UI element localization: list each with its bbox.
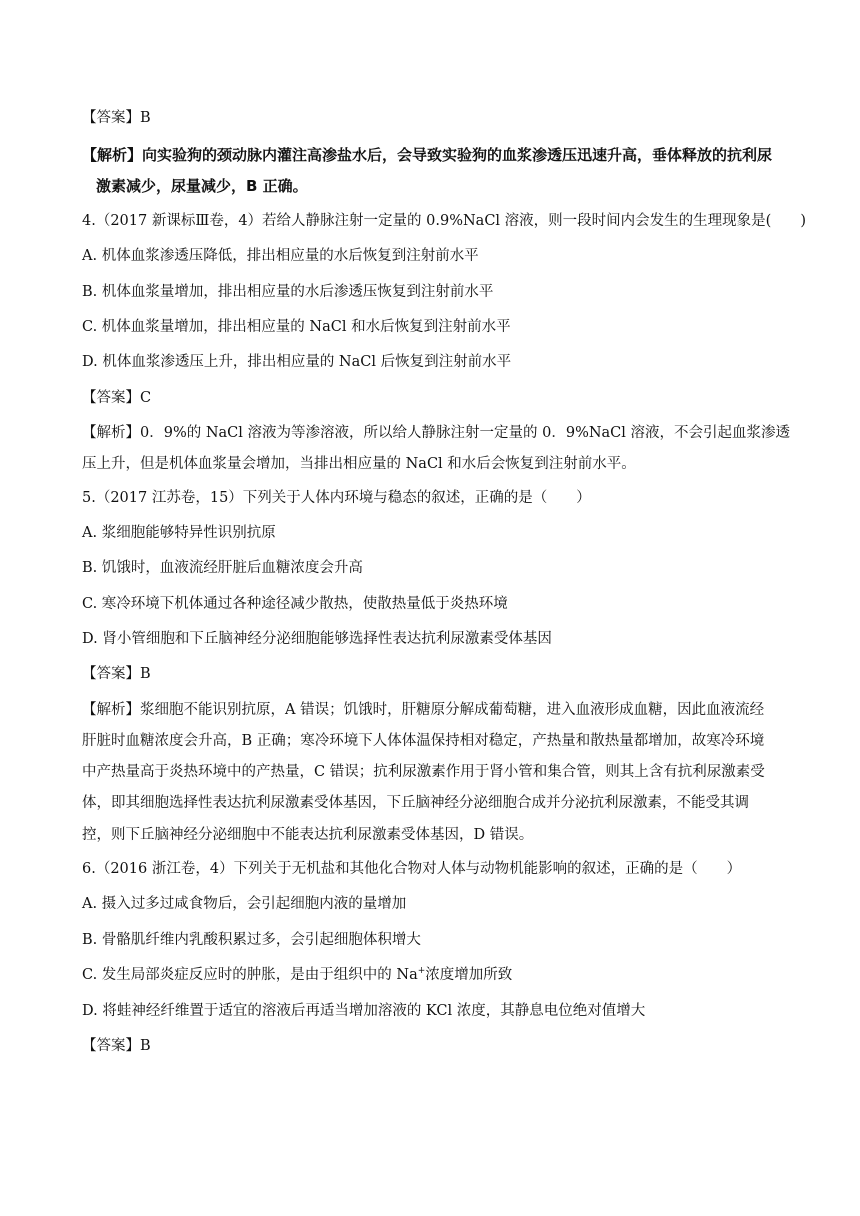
q5-option-c: C. 寒冷环境下机体通过各种途径减少散热，使散热量低于炎热环境 xyxy=(82,596,508,612)
q6-stem: 6.（2016 浙江卷，4）下列关于无机盐和其他化合物对人体与动物机能影响的叙述，正确的是（ ） xyxy=(82,861,742,877)
q5-analysis-line-2: 肝脏时血糖浓度会升高，B 正确；寒冷环境下人体体温保持相对稳定，产热量和散热量都增加，故寒冷环境 xyxy=(82,733,765,749)
q3-answer: 【答案】B xyxy=(82,110,151,126)
q6-option-c-superscript: + xyxy=(417,966,426,977)
q5-analysis-line-3: 中产热量高于炎热环境中的产热量，C 错误；抗利尿激素作用于肾小管和集合管，则其上含有抗利尿激素受 xyxy=(82,764,765,780)
q4-option-b: B. 机体血浆量增加，排出相应量的水后渗透压恢复到注射前水平 xyxy=(82,284,494,300)
q6-option-a: A. 摄入过多过咸食物后，会引起细胞内液的量增加 xyxy=(82,896,407,912)
q6-answer: 【答案】B xyxy=(82,1038,151,1054)
q4-analysis-line-1: 【解析】0．9%的 NaCl 溶液为等渗溶液，所以给人静脉注射一定量的 0．9%NaCl 溶液，不会引起血浆渗透 xyxy=(82,425,791,441)
q3-analysis-line-1: 【解析】向实验狗的颈动脉内灌注高渗盐水后，会导致实验狗的血浆渗透压迅速升高，垂体释放的抗利尿 xyxy=(82,146,773,164)
q6-option-b: B. 骨骼肌纤维内乳酸积累过多，会引起细胞体积增大 xyxy=(82,932,421,948)
q5-option-b: B. 饥饿时，血液流经肝脏后血糖浓度会升高 xyxy=(82,560,363,576)
q6-option-c-text: C. 发生局部炎症反应时的肿胀，是由于组织中的 Na xyxy=(82,967,418,983)
q5-answer: 【答案】B xyxy=(82,666,151,682)
q4-option-d: D. 机体血浆渗透压上升，排出相应量的 NaCl 后恢复到注射前水平 xyxy=(82,354,512,370)
q4-stem: 4.（2017 新课标Ⅲ卷，4）若给人静脉注射一定量的 0.9%NaCl 溶液，则一段时间内会发生的生理现象是( ) xyxy=(82,213,806,229)
q4-analysis-line-2: 压上升，但是机体血浆量会增加，当排出相应量的 NaCl 和水后会恢复到注射前水平。 xyxy=(82,456,636,472)
q4-option-a: A. 机体血浆渗透压降低，排出相应量的水后恢复到注射前水平 xyxy=(82,248,479,264)
q4-answer: 【答案】C xyxy=(82,390,152,406)
q5-analysis-line-5: 控，则下丘脑神经分泌细胞中不能表达抗利尿激素受体基因，D 错误。 xyxy=(82,827,534,843)
q3-analysis-line-2: 激素减少，尿量减少，B 正确。 xyxy=(96,177,308,195)
q5-option-a: A. 浆细胞能够特异性识别抗原 xyxy=(82,525,276,541)
q5-stem: 5.（2017 江苏卷，15）下列关于人体内环境与稳态的叙述，正确的是（ ） xyxy=(82,490,591,506)
q5-analysis-line-4: 体，即其细胞选择性表达抗利尿激素受体基因，下丘脑神经分泌细胞合成并分泌抗利尿激素，不能受其调 xyxy=(82,795,749,811)
q6-option-c-text-end: 浓度增加所致 xyxy=(425,967,513,983)
q4-option-c: C. 机体血浆量增加，排出相应量的 NaCl 和水后恢复到注射前水平 xyxy=(82,319,511,335)
q6-option-c xyxy=(82,965,802,985)
q5-option-d: D. 肾小管细胞和下丘脑神经分泌细胞能够选择性表达抗利尿激素受体基因 xyxy=(82,631,552,647)
q6-option-d: D. 将蛙神经纤维置于适宜的溶液后再适当增加溶液的 KCl 浓度，其静息电位绝对值增大 xyxy=(82,1003,646,1019)
q5-analysis-line-1: 【解析】浆细胞不能识别抗原，A 错误；饥饿时，肝糖原分解成葡萄糖，进入血液形成血糖，因此血液流经 xyxy=(82,702,765,718)
